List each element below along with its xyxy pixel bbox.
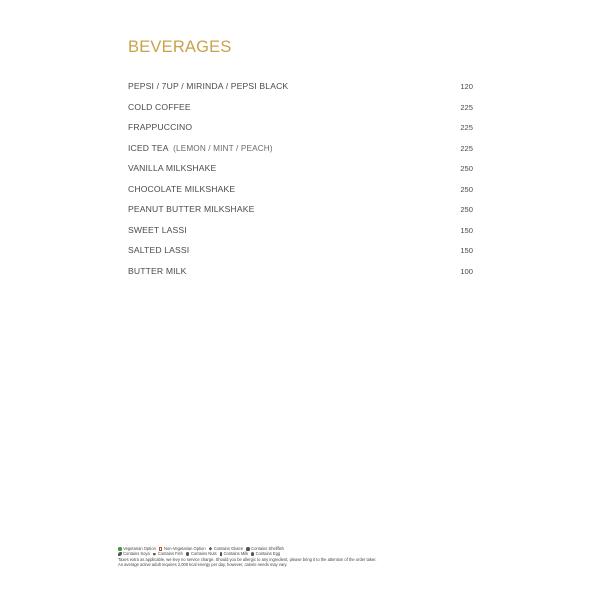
item-name: FRAPPUCCINO: [128, 122, 193, 132]
item-name: COLD COFFEE: [128, 101, 191, 112]
legend-label: Non-Vegetarian Option: [163, 546, 206, 551]
item-price: 100: [460, 266, 473, 276]
calorie-note: An average active adult requires 2,000 kcal energy per day, however, calorie needs may vary.: [118, 562, 288, 568]
item-price: 225: [460, 123, 473, 132]
menu-item: [128, 261, 473, 282]
veg-icon: [118, 547, 122, 551]
item-label: [128, 117, 192, 135]
gluten-icon: [209, 547, 213, 551]
item-name: ICED TEA: [128, 142, 169, 153]
nuts-icon: [186, 552, 190, 556]
item-price: 120: [460, 82, 473, 91]
item-name: PEPSI / 7UP / MIRINDA / PEPSI BLACK: [128, 81, 289, 91]
item-label: [128, 240, 189, 258]
item-price: 225: [460, 143, 473, 153]
legend-label: Contains Nuts: [190, 551, 217, 557]
item-price: 150: [460, 225, 473, 235]
shellfish-icon: [246, 547, 250, 551]
item-price: 250: [460, 205, 473, 214]
legend-label: Vegetarian Option: [123, 546, 156, 551]
menu-item: [128, 179, 473, 200]
legend-label: Contains Soya: [123, 551, 150, 557]
menu-item: [128, 158, 473, 179]
tax-allergy-note: Taxes extra as applicable, we levy no service charge. Should you be allergic to any ingredient, please bring it to the attention of the order taker.: [118, 556, 377, 562]
menu-item: [128, 138, 473, 159]
item-label: [128, 97, 191, 115]
item-label: [128, 76, 288, 94]
fish-icon: [153, 552, 157, 556]
menu-footer: [118, 546, 498, 568]
egg-icon: [251, 552, 254, 556]
item-label: [128, 261, 186, 279]
item-label: [128, 138, 273, 156]
menu-item: [128, 220, 473, 241]
non-veg-icon: [159, 547, 163, 551]
legend-label: Contains Shellfish: [251, 546, 284, 551]
item-name: PEANUT BUTTER MILKSHAKE: [128, 204, 255, 214]
menu-item: [128, 199, 473, 220]
legend-label: Contains Egg: [255, 551, 281, 557]
item-label: [128, 220, 187, 238]
milk-icon: [220, 552, 222, 556]
menu-list: [128, 76, 473, 281]
legend-label: Contains Milk: [223, 551, 249, 557]
item-price: 150: [460, 246, 473, 255]
item-label: [128, 158, 216, 176]
menu-item: [128, 240, 473, 261]
item-price: 250: [460, 164, 473, 173]
item-label: [128, 199, 255, 217]
item-name: SWEET LASSI: [128, 224, 187, 235]
section-title: BEVERAGES: [128, 38, 232, 56]
item-price: 250: [460, 184, 473, 194]
item-name: CHOCOLATE MILKSHAKE: [128, 183, 236, 194]
item-variants: (LEMON / MINT / PEACH): [173, 143, 273, 153]
item-name: BUTTER MILK: [128, 265, 187, 276]
legend-label: Contains Fish: [157, 551, 183, 557]
menu-item: [128, 76, 473, 97]
item-price: 225: [460, 102, 473, 112]
menu-item: [128, 117, 473, 138]
item-name: SALTED LASSI: [128, 245, 190, 255]
soya-icon: [118, 552, 122, 556]
legend-label: Contains Gluten: [213, 546, 244, 551]
menu-item: [128, 97, 473, 118]
item-label: [128, 179, 235, 197]
item-name: VANILLA MILKSHAKE: [128, 163, 217, 173]
